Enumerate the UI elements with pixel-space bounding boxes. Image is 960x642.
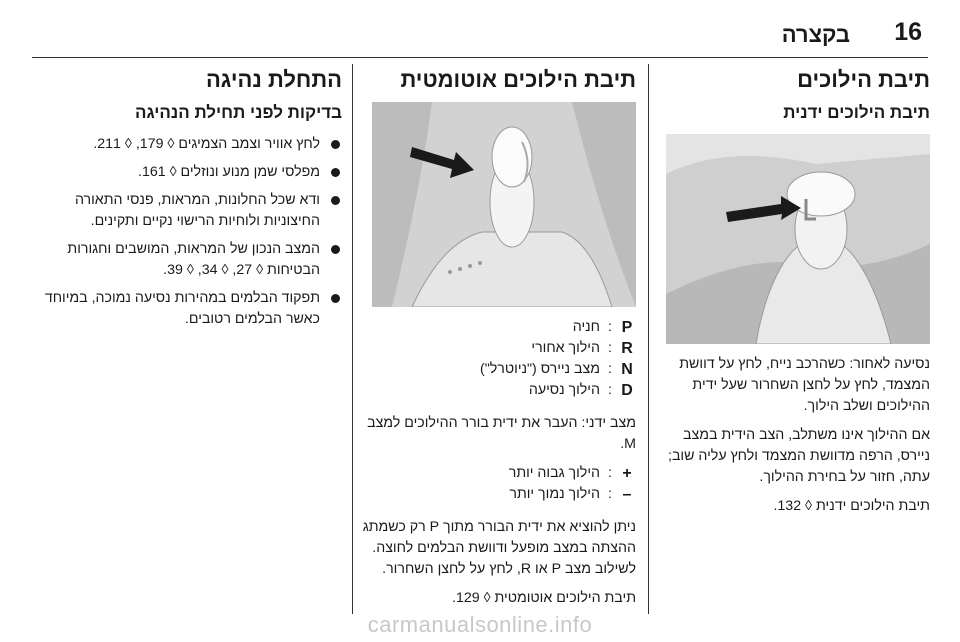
gear-label: הילוך אחורי [531, 340, 600, 356]
paragraph: נסיעה לאחור: כשהרכב נייח, לחץ על דוושת המצמד, לחץ על לחצן השחרור שעל ידית ההילוכים ושלב הילוך. [679, 356, 930, 414]
cross-reference: תיבת הילוכים ידנית ◊ 132. [773, 498, 930, 514]
page-number: 16 [894, 18, 922, 46]
gear-label: מצב ניירס ("ניוטרל") [480, 361, 600, 377]
gear-item-plus: + : הילוך גבוה יותר [360, 463, 636, 484]
watermark: carmanualsonline.info [367, 612, 593, 637]
manual-gears-list [360, 463, 636, 505]
list-item: מפלסי שמן מנוע ונוזלים ◊ 161. [32, 162, 342, 183]
gear-label: הילוך נסיעה [528, 382, 600, 398]
paragraph: אם ההילוך אינו משתלב, הצב הידית במצב ניירס, הרפה מדוושת המצמד ולחץ עליה שוב; עתה, חזור על בחירת ההילוך. [668, 427, 930, 485]
gear-key: R [621, 340, 633, 357]
gear-key: P [621, 319, 633, 336]
gear-item-d: D : הילוך נסיעה [360, 380, 636, 401]
gear-label: הילוך נמוך יותר [509, 486, 600, 502]
column-divider [352, 64, 353, 614]
plus-icon: + [622, 465, 632, 482]
column-start-driving [32, 62, 342, 337]
column-divider [648, 64, 649, 614]
cross-reference: תיבת הילוכים אוטומטית ◊ 129. [452, 590, 636, 606]
list-item: לחץ אוויר וצמב הצמיגים ◊ 179, ◊ 211. [32, 134, 342, 155]
automatic-gear-selector-photo [372, 102, 636, 307]
checks-list [32, 134, 342, 330]
page-header [0, 0, 960, 60]
gear-key: D [621, 382, 633, 399]
gear-label: חניה [572, 319, 600, 335]
subheading-manual-transmission: תיבת הילוכים ידנית [783, 103, 930, 122]
list-item: תפקוד הבלמים במהירות נסיעה נמוכה, במיוחד כאשר הבלמים רטובים. [32, 288, 342, 330]
section-heading-transmission: תיבת הילוכים [797, 67, 930, 92]
list-item: המצב הנכון של המראות, המושבים וחגורות הבטיחות ◊ 27, ◊ 34, ◊ 39. [32, 239, 342, 281]
minus-icon: – [622, 486, 632, 503]
section-heading-automatic: תיבת הילוכים אוטומטית [400, 67, 636, 92]
gear-key: N [621, 361, 633, 378]
gear-label: הילוך גבוה יותר [508, 465, 600, 481]
manual-mode-paragraph: מצב ידני: העבר את ידית בורר ההילוכים למצב M. [367, 415, 636, 452]
gear-item-n: N : מצב ניירס ("ניוטרל") [360, 359, 636, 380]
section-heading-start-driving: התחלת נהיגה [205, 67, 342, 92]
column-automatic-transmission [360, 62, 636, 617]
manual-gear-shifter-photo [666, 134, 930, 344]
subheading-pre-drive-checks: בדיקות לפני תחילת הנהיגה [135, 103, 342, 122]
list-item: ודא שכל החלונות, המראות, פנסי התאורה החיצוניות ולוחיות הרישוי נקיים ותקינים. [32, 190, 342, 232]
gear-item-p: P : חניה [360, 317, 636, 338]
column-transmission [654, 62, 930, 525]
header-title: בקצרה [781, 22, 850, 47]
gear-item-minus: – : הילוך נמוך יותר [360, 484, 636, 505]
gear-positions-list [360, 317, 636, 401]
header-rule [32, 57, 928, 58]
gear-item-r: R : הילוך אחורי [360, 338, 636, 359]
paragraph: ניתן להוציא את ידית הבורר מתוך P רק כשמתג ההצתה במצב מופעל ודוושת הבלמים לחוצה. לשילוב מצב P או R, לחץ על לחצן השחרור. [362, 519, 636, 577]
